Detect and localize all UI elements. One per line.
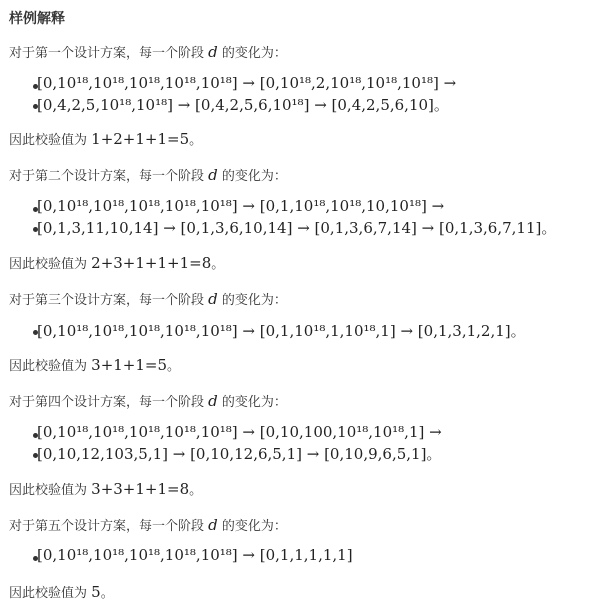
section-2-result-expr: 2+3+1+1+1=8	[91, 254, 212, 272]
section-5-result-expr: 5	[91, 583, 101, 601]
result-end: 。	[167, 359, 181, 374]
result-prefix: 因此校验值为	[9, 359, 88, 374]
section-5-result	[9, 582, 114, 601]
result-end: 。	[189, 483, 203, 498]
section-4-result	[9, 479, 202, 498]
section-5-intro	[9, 515, 287, 534]
section-2-intro-text: 对于第二个设计方案，每一个阶段	[9, 169, 205, 184]
section-2-intro	[9, 165, 287, 184]
result-end: 。	[100, 586, 114, 601]
section-1-intro-suffix: 的变化为：	[221, 46, 287, 61]
section-4-step-1: [0,10¹⁸,10¹⁸,10¹⁸,10¹⁸,10¹⁸] → [0,10,100,10¹⁸,10¹⁸,1] →	[37, 423, 442, 441]
result-prefix: 因此校验值为	[9, 586, 88, 601]
result-end: 。	[211, 257, 225, 272]
section-3-intro	[9, 289, 287, 308]
section-1-result-expr: 1+2+1+1=5	[91, 130, 190, 148]
section-3-intro-text: 对于第三个设计方案，每一个阶段	[9, 293, 205, 308]
section-4-intro	[9, 391, 287, 410]
section-2-step-2: [0,1,3,11,10,14] → [0,1,3,6,10,14] → [0,1,3,6,7,14] → [0,1,3,6,7,11]。	[37, 219, 557, 237]
section-5-intro-text: 对于第五个设计方案，每一个阶段	[9, 519, 205, 534]
section-1-result	[9, 129, 202, 148]
section-4-result-expr: 3+3+1+1=8	[91, 480, 190, 498]
section-1-step-2: [0,4,2,5,10¹⁸,10¹⁸] → [0,4,2,5,6,10¹⁸] → [0,4,2,5,6,10]。	[37, 96, 449, 114]
section-3-step-1: [0,10¹⁸,10¹⁸,10¹⁸,10¹⁸,10¹⁸] → [0,1,10¹⁸,1,10¹⁸,1] → [0,1,3,1,2,1]。	[37, 322, 526, 340]
section-3-intro-suffix: 的变化为：	[221, 293, 287, 308]
result-prefix: 因此校验值为	[9, 483, 88, 498]
result-end: 。	[189, 133, 203, 148]
result-prefix: 因此校验值为	[9, 133, 88, 148]
section-3-result	[9, 355, 180, 374]
section-1-step-1: [0,10¹⁸,10¹⁸,10¹⁸,10¹⁸,10¹⁸] → [0,10¹⁸,2,10¹⁸,10¹⁸,10¹⁸] →	[37, 74, 457, 92]
variable-d: d	[208, 392, 218, 410]
variable-d: d	[208, 43, 218, 61]
section-1-intro	[9, 42, 287, 61]
result-prefix: 因此校验值为	[9, 257, 88, 272]
section-2-step-1: [0,10¹⁸,10¹⁸,10¹⁸,10¹⁸,10¹⁸] → [0,1,10¹⁸,10¹⁸,10,10¹⁸] →	[37, 197, 445, 215]
section-2-intro-suffix: 的变化为：	[221, 169, 287, 184]
section-heading: 样例解释	[9, 11, 65, 27]
variable-d: d	[208, 166, 218, 184]
section-4-intro-suffix: 的变化为：	[221, 395, 287, 410]
section-3-result-expr: 3+1+1=5	[91, 356, 168, 374]
section-4-step-2: [0,10,12,103,5,1] → [0,10,12,6,5,1] → [0,10,9,6,5,1]。	[37, 445, 442, 463]
section-2-result	[9, 253, 224, 272]
variable-d: d	[208, 290, 218, 308]
section-5-step-1: [0,10¹⁸,10¹⁸,10¹⁸,10¹⁸,10¹⁸] → [0,1,1,1,1,1]	[37, 546, 353, 564]
section-5-intro-suffix: 的变化为：	[221, 519, 287, 534]
section-4-intro-text: 对于第四个设计方案，每一个阶段	[9, 395, 205, 410]
variable-d: d	[208, 516, 218, 534]
section-1-intro-text: 对于第一个设计方案，每一个阶段	[9, 46, 205, 61]
